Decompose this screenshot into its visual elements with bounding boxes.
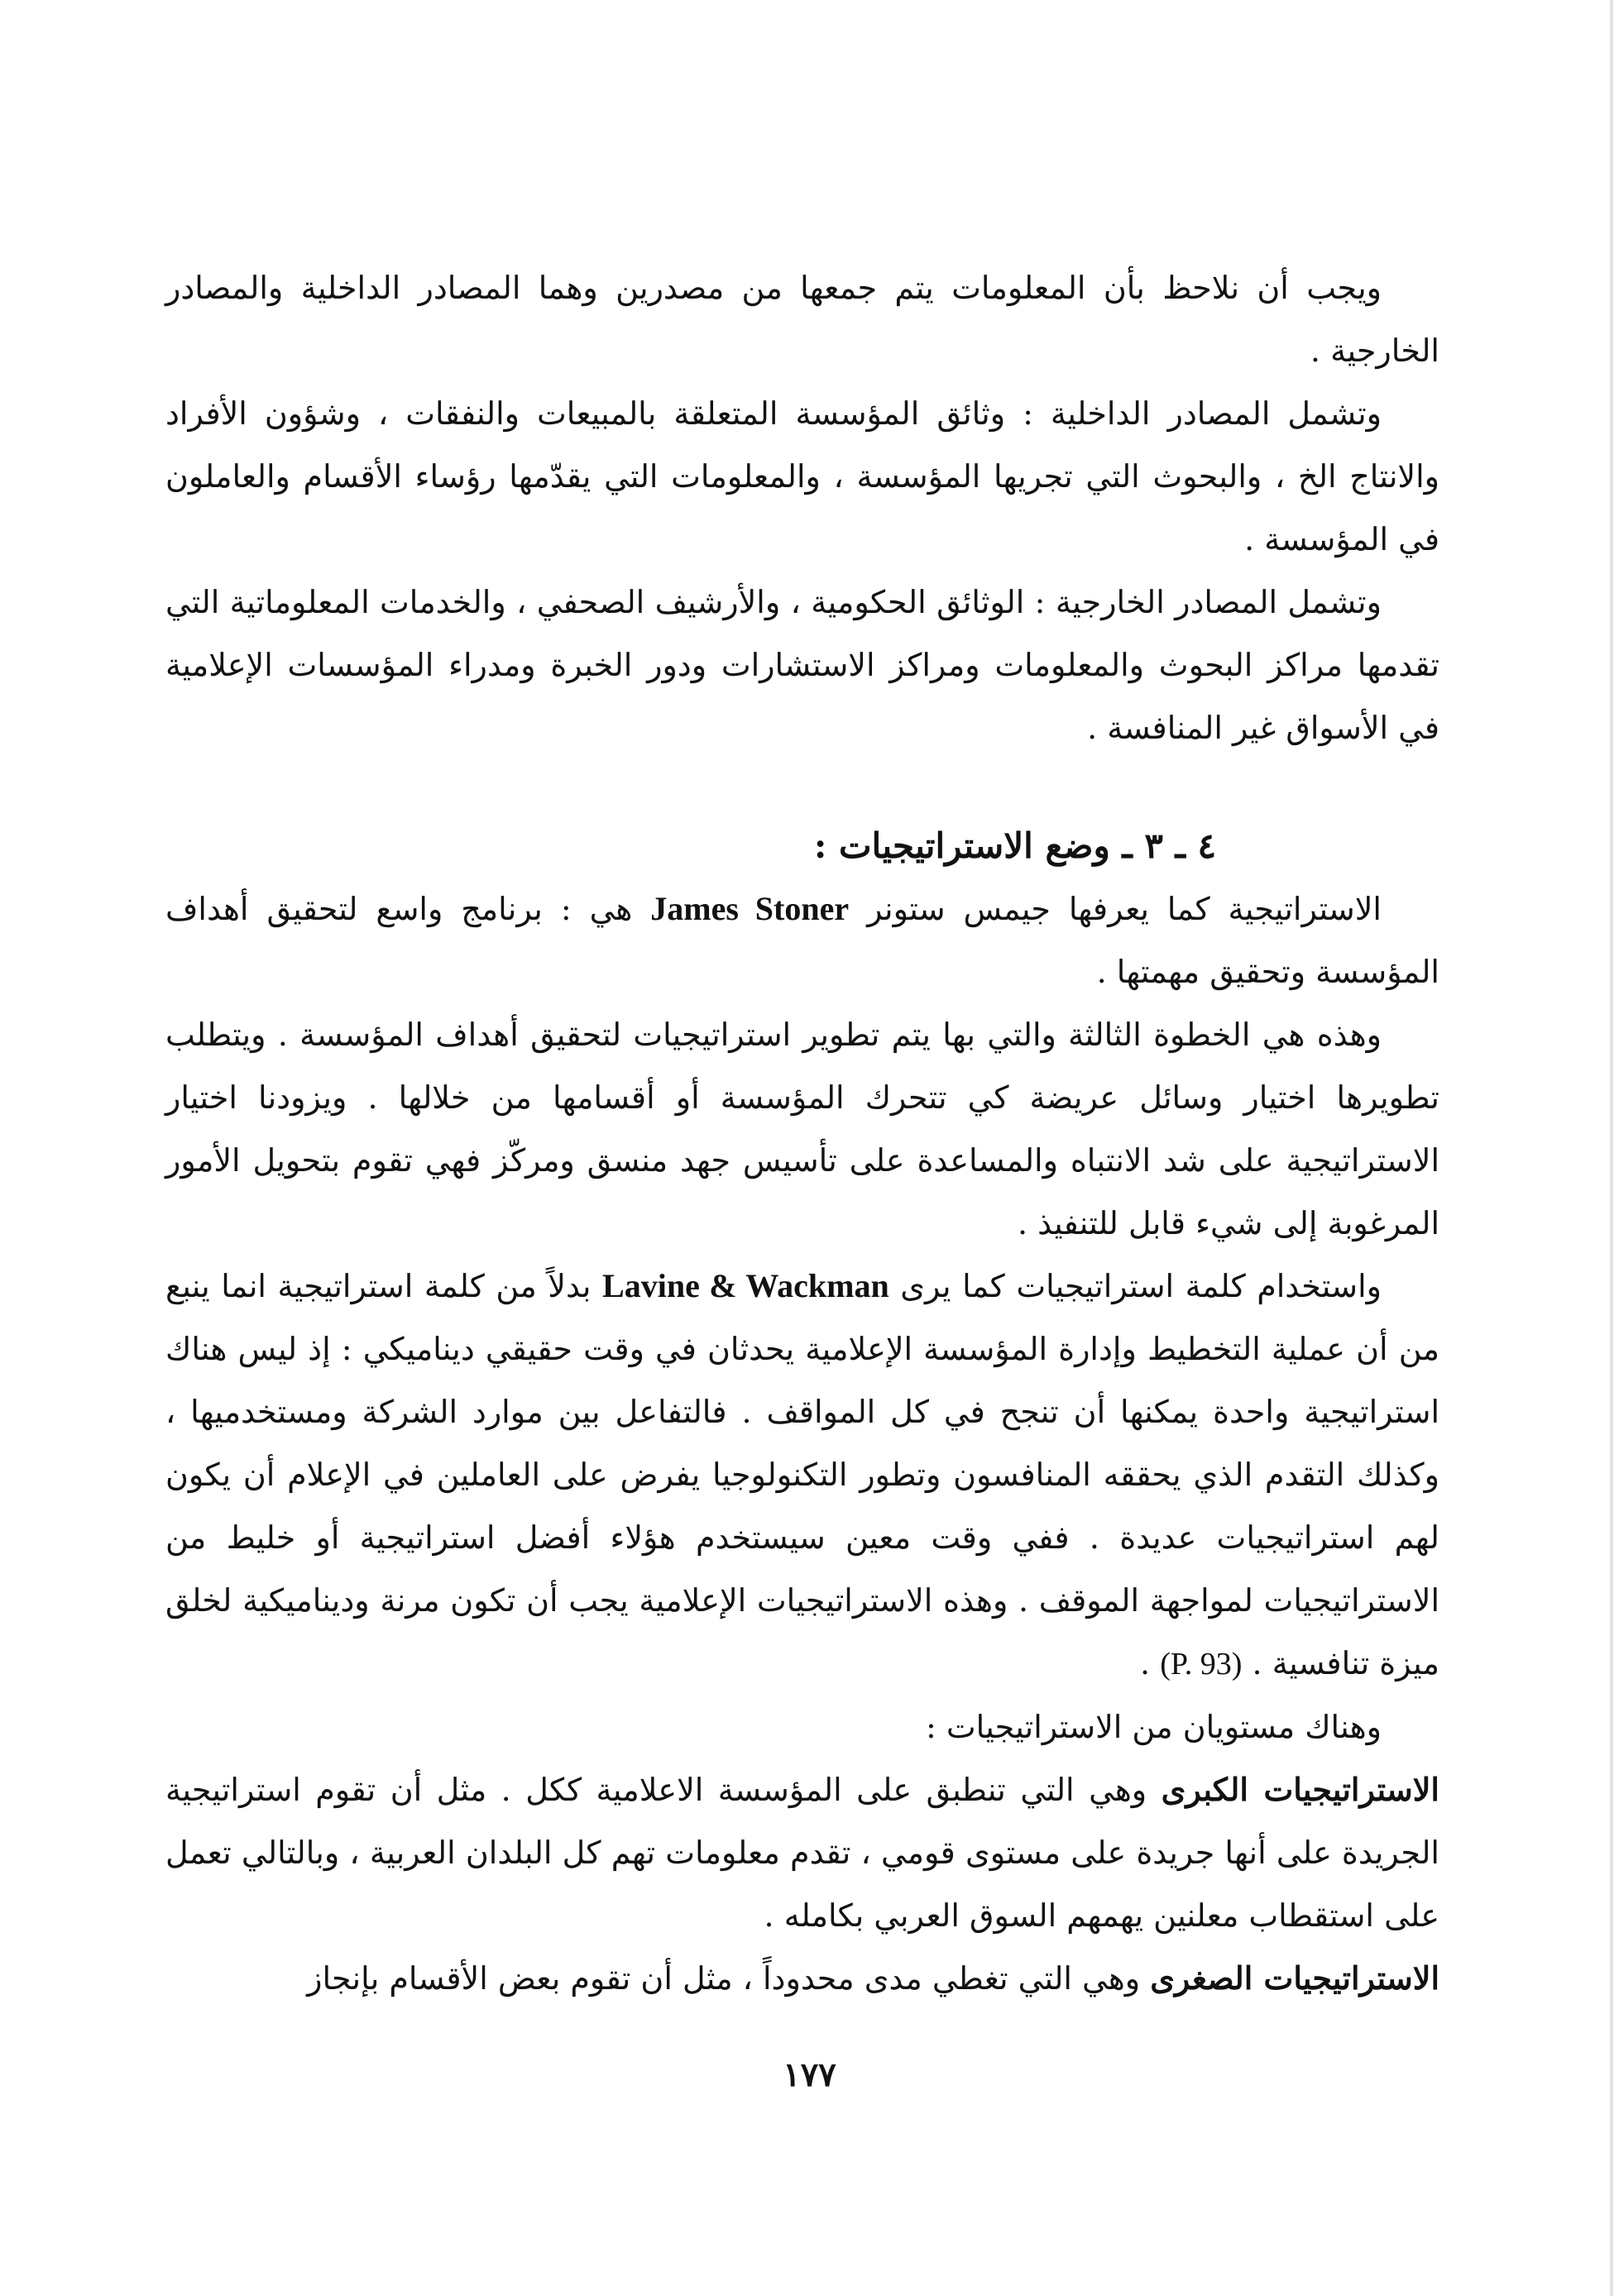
authors-lavine-wackman: Lavine & Wackman [602, 1267, 889, 1304]
definition-text-end: هي : برنامج واسع لتحقيق أهداف المؤسسة وتحقيق مهمتها . [165, 891, 1439, 990]
paragraph-information-sources: ويجب أن نلاحظ بأن المعلومات يتم جمعها من مصدرين وهما المصادر الداخلية والمصادر الخارجية . [165, 270, 1439, 369]
paragraph-minor-strategies [165, 1947, 1439, 2010]
major-strategies-term: الاستراتيجيات الكبرى [1161, 1771, 1439, 1808]
page-number: ١٧٧ [783, 2055, 836, 2094]
usage-text-start: واستخدام كلمة استراتيجيات كما يرى [900, 1268, 1382, 1304]
page-citation: (P. 93) [1160, 1647, 1243, 1681]
paragraph-strategies-usage [165, 1255, 1439, 1696]
scan-edge-shadow [1609, 0, 1614, 2296]
usage-text-body: بدلاً من كلمة استراتيجية انما ينبع من أن عملية التخطيط وإدارة المؤسسة الإعلامية يحدثان في وقت حقيقي ديناميكي : إذ ليس هناك استراتيجية واحدة يمكنها أن تنجح في كل المواقف . فالتفاعل بين موارد الشركة ومستخدميها ، وكذلك التقدم الذي يحققه المنافسون وتطور التكنولوجيا يفرض على العاملين في الإعلام أن يكون لهم استراتيجيات عديدة . ففي وقت معين سيستخدم هؤلاء أفضل استراتيجية أو خليط من الاستراتيجيات لمواجهة الموقف . وهذه الاستراتيجيات الإعلامية يجب أن تكون مرنة وديناميكية لخلق ميزة تنافسية . [165, 1268, 1440, 1681]
paragraph-external-sources: وتشمل المصادر الخارجية : الوثائق الحكومية ، والأرشيف الصحفي ، والخدمات المعلوماتية التي تقدمها مراكز البحوث والمعلومات ومراكز الاستشارات ودور الخبرة ومدراء المؤسسات الإعلامية في الأسواق غير المنافسة . [165, 584, 1439, 746]
paragraph-strategy-levels-intro: وهناك مستويان من الاستراتيجيات : [925, 1709, 1382, 1745]
major-strategies-text: وهي التي تنطبق على المؤسسة الاعلامية ككل . مثل أن تقوم استراتيجية الجريدة على أنها جريدة على مستوى قومي ، تقدم معلومات تهم كل البلدان العربية ، وبالتالي تعمل على استقطاب معلنين يهمهم السوق العربي بكامله . [165, 1772, 1439, 1934]
strategies-section [165, 815, 1439, 2010]
paragraph-major-strategies [165, 1758, 1439, 1947]
paragraph-strategy-definition [165, 878, 1439, 1003]
minor-strategies-term: الاستراتيجيات الصغرى [1150, 1959, 1439, 1997]
minor-strategies-text: وهي التي تغطي مدى محدوداً ، مثل أن تقوم بعض الأقسام بإنجاز [307, 1960, 1141, 1997]
usage-text-end: . [1140, 1645, 1151, 1681]
paragraph-internal-sources: وتشمل المصادر الداخلية : وثائق المؤسسة المتعلقة بالمبيعات والنفقات ، وشؤون الأفراد والانتاج الخ ، والبحوث التي تجريها المؤسسة ، والمعلومات التي يقدّمها رؤساء الأقسام والعاملون في المؤسسة . [165, 395, 1439, 557]
definition-text-start: الاستراتيجية كما يعرفها جيمس ستونر [867, 891, 1382, 927]
section-heading: ٤ ـ ٣ ـ وضع الاستراتيجيات : [813, 825, 1216, 866]
sources-text-block [165, 256, 1439, 759]
author-name-james-stoner: James Stoner [650, 890, 850, 927]
paragraph-third-step: وهذه هي الخطوة الثالثة والتي بها يتم تطوير استراتيجيات لتحقيق أهداف المؤسسة . ويتطلب تطويرها اختيار وسائل عريضة كي تتحرك المؤسسة أو أقسامها من خلالها . ويزودنا اختيار الاستراتيجية على شد الانتباه والمساعدة على تأسيس جهد منسق ومركّز فهي تقوم بتحويل الأمور المرغوبة إلى شيء قابل للتنفيذ . [165, 1016, 1439, 1241]
